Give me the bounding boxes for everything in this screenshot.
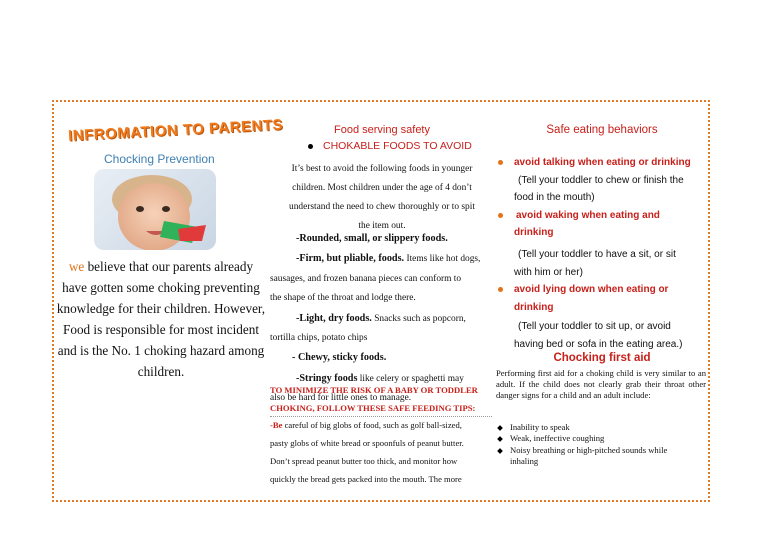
food-item: - Chewy, sticky foods. [292,352,387,364]
safe-note: with him or her) [514,266,583,278]
info-subtitle: Chocking Prevention [104,152,215,166]
safe-note: food in the mouth) [514,192,595,204]
para-line [54,277,268,298]
sign-item: Inability to speak [494,422,710,433]
bullet-icon [498,287,503,292]
food-item: -Stringy foods like celery or spaghetti may [296,372,464,384]
bullet-icon [308,144,313,149]
diamond-bullet-icon [497,448,503,454]
para-line [54,256,268,277]
para-line [54,340,268,361]
tips-line: TO MINIMIZE THE RISK OF A BABY OR TODDLER [270,385,478,395]
bullet-icon [498,160,503,165]
food-item: -Rounded, small, or slippery foods. [296,233,448,244]
first-aid-paragraph: Performing first aid for a choking child is very similar to an adult. If the child does not clearly grab their throat other danger signs for a child and an adult include: [496,368,706,401]
safe-title: Safe eating behaviors [546,124,658,136]
safe-item: avoid waking when eating and [494,207,710,225]
tip-line: quickly the bread gets packed into the mouth. The more [270,474,462,484]
para-text: believe that our parents already [84,259,254,274]
food-intro [270,160,494,236]
sign-item: Weak, ineffective coughing [494,433,710,444]
food-title: Food serving safety [334,124,430,136]
para-text: have gotten some choking preventing [62,280,260,295]
tips-heading [270,381,478,417]
food-item-cont: sausages, and frozen banana pieces can conform to [270,273,462,284]
para-line [54,361,268,382]
food-subtitle [308,140,472,152]
signs-list [494,422,710,468]
tips-line: CHOKING, FOLLOW THESE SAFE FEEDING TIPS: [270,403,476,413]
food-item: -Firm, but pliable, foods. Items like hot dogs, [296,253,481,265]
safe-note: having bed or sofa in the eating area.) [514,338,683,350]
para-line [54,319,268,340]
food-subtitle-text: CHOKABLE FOODS TO AVOID [323,140,472,152]
safe-item-cont: drinking [514,227,554,239]
para-text: children. [137,364,185,379]
intro-line: understand the need to chew thoroughly or to spit [289,202,475,212]
sign-item-cont: inhaling [510,456,539,467]
safe-note: (Tell your toddler to chew or finish the [518,174,684,186]
food-item: -Light, dry foods. Snacks such as popcorn, [296,312,466,324]
intro-line: It’s best to avoid the following foods in younger [291,164,473,174]
safe-item: avoid talking when eating or drinking [494,154,710,172]
safe-note: (Tell your toddler to sit up, or avoid [518,321,671,333]
sign-item: Noisy breathing or high-pitched sounds while [494,445,710,456]
tip-line: Don’t spread peanut butter too thick, and monitor how [270,456,458,466]
first-aid-title: Chocking first aid [553,352,651,364]
food-item-cont: the shape of the throat and lodge there. [270,293,416,304]
info-title: INFROMATION TO PARENTS [67,116,284,145]
baby-photo [94,169,216,250]
tips-body [270,416,464,488]
safe-item-cont: drinking [514,301,554,313]
para-text: Food is responsible for most incident [63,322,259,337]
food-item-cont: tortilla chips, potato chips [270,333,368,344]
bullet-icon [498,213,503,218]
tip-line: -Be careful of big globs of food, such as golf ball-sized, [270,420,462,430]
food-item-cont: also be hard for little ones to manage. [270,393,412,404]
intro-line: children. Most children under the age of 4 don’t [292,183,472,193]
tip-line: pasty globs of white bread or spoonfuls of peanut butter. [270,438,464,448]
safe-item: avoid lying down when eating or [494,281,710,299]
intro-line: the item out. [358,221,406,231]
para-text: and is the No. 1 choking hazard among [57,343,265,358]
safe-note: (Tell your toddler to have a sit, or sit [518,248,676,260]
brochure-frame [52,100,710,502]
diamond-bullet-icon [497,437,503,443]
safe-list [494,154,710,354]
info-paragraph [54,256,268,382]
para-line [54,298,268,319]
diamond-bullet-icon [497,425,503,431]
para-text: knowledge for their children. However, [56,301,266,316]
para-lead: we [68,259,85,274]
